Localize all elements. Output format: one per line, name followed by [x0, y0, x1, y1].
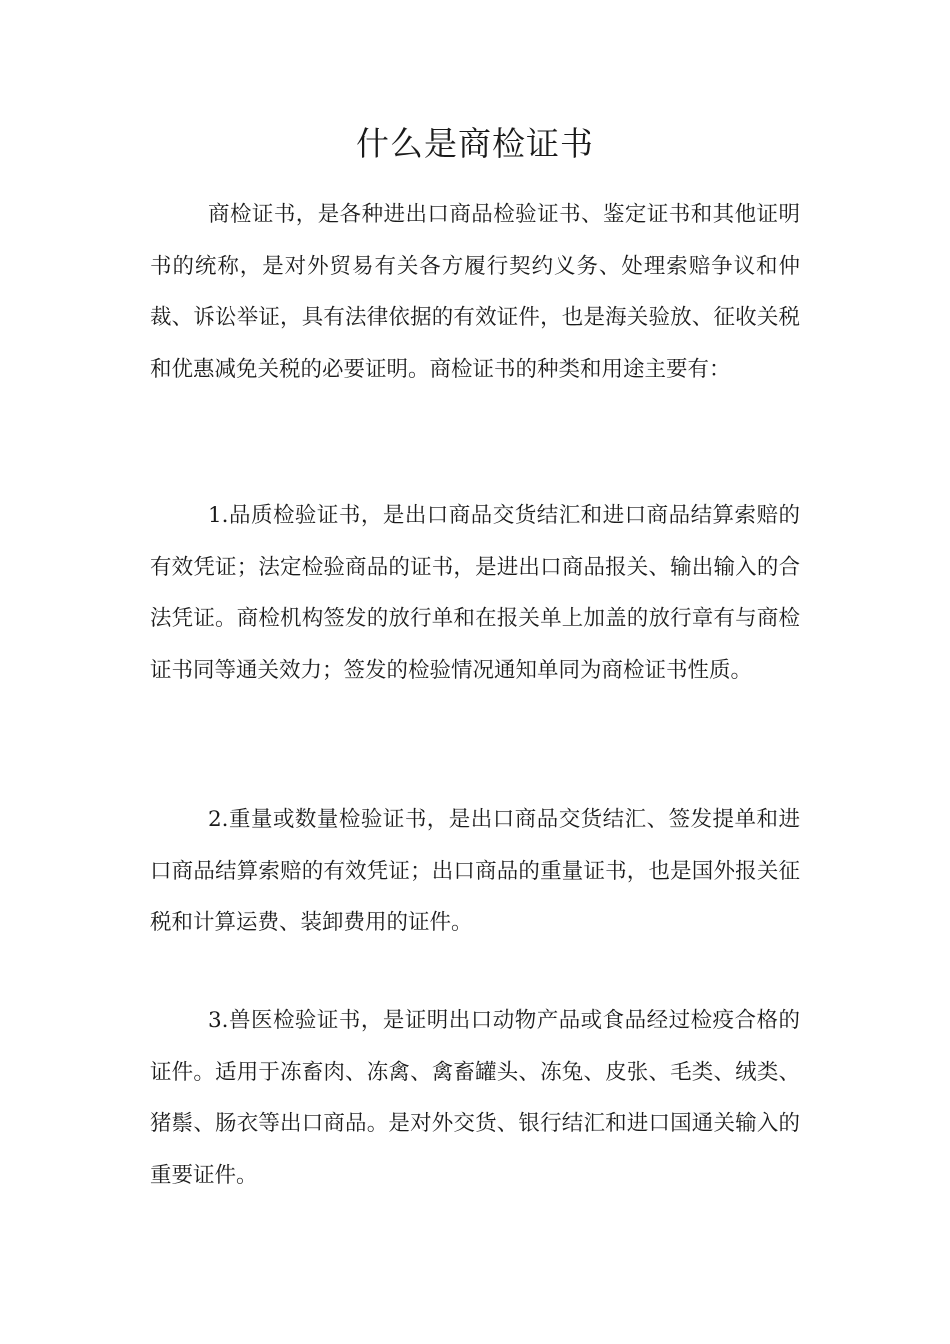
- weight-certificate-paragraph: 2.重量或数量检验证书，是出口商品交货结汇、签发提单和进口商品结算索赔的有效凭证；出口商品的重量证书，也是国外报关征税和计算运费、装卸费用的证件。: [150, 807, 800, 935]
- quality-certificate-paragraph: 1.品质检验证书，是出口商品交货结汇和进口商品结算索赔的有效凭证；法定检验商品的证书，是进出口商品报关、输出输入的合法凭证。商检机构签发的放行单和在报关单上加盖的放行章有与商检证书同等通关效力；签发的检验情况通知单同为商检证书性质。: [150, 503, 800, 683]
- intro-paragraph: 商检证书，是各种进出口商品检验证书、鉴定证书和其他证明书的统称，是对外贸易有关各方履行契约义务、处理索赔争议和仲裁、诉讼举证，具有法律依据的有效证件，也是海关验放、征收关税和优惠减免关税的必要证明。商检证书的种类和用途主要有：: [150, 202, 800, 382]
- veterinary-certificate-paragraph: 3.兽医检验证书，是证明出口动物产品或食品经过检疫合格的证件。适用于冻畜肉、冻禽、禽畜罐头、冻兔、皮张、毛类、绒类、猪鬃、肠衣等出口商品。是对外交货、银行结汇和进口国通关输入的重要证件。: [150, 1008, 800, 1188]
- page-title: 什么是商检证书: [356, 124, 594, 163]
